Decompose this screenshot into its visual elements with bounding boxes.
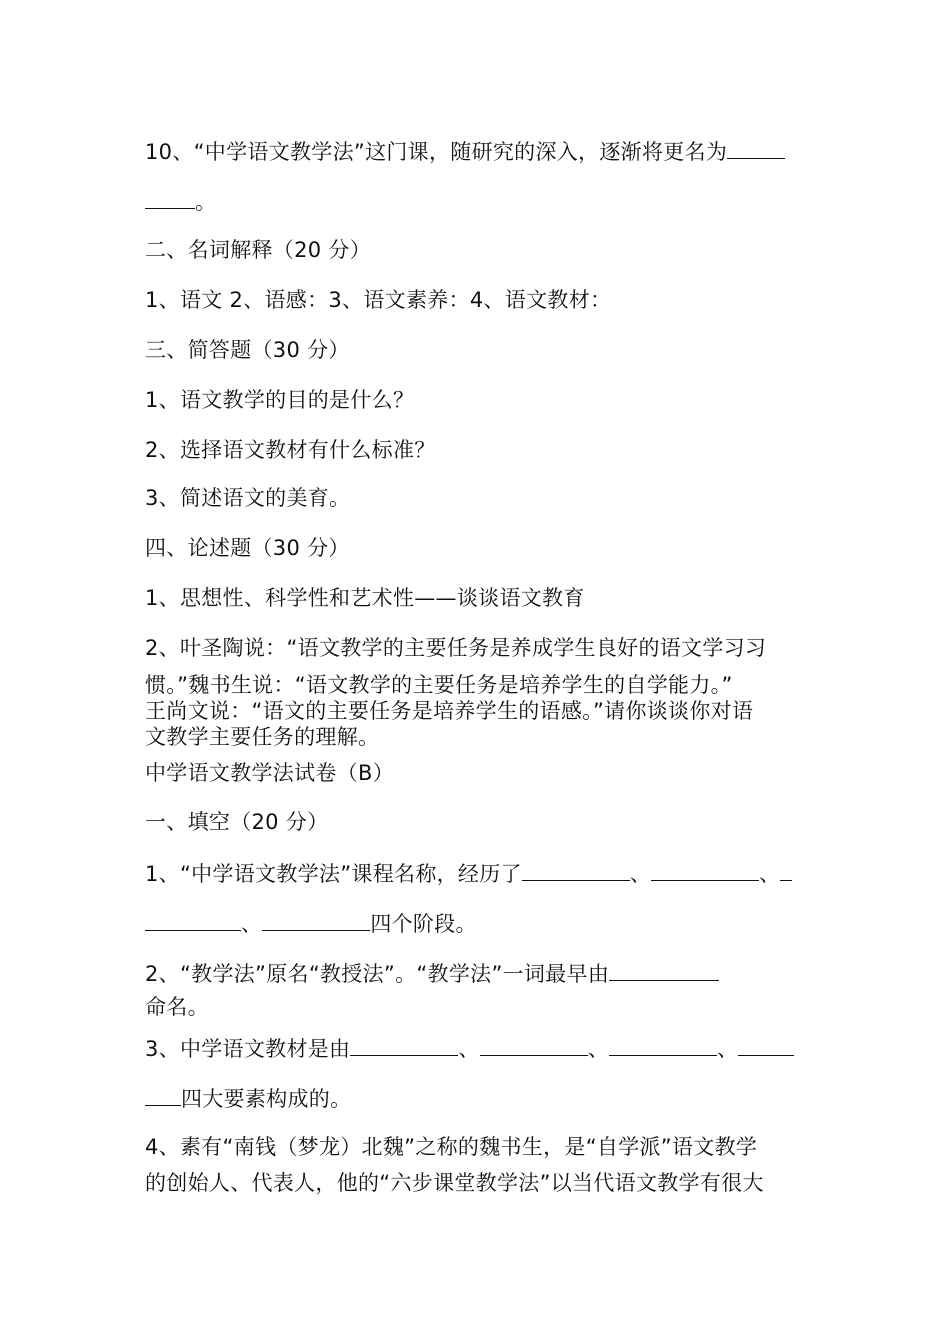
section-4-heading: 四、论述题（30 分）	[145, 536, 350, 560]
answer-blank	[350, 1033, 458, 1056]
section-3-heading: 三、简答题（30 分）	[145, 338, 350, 362]
answer-blank	[262, 908, 370, 931]
answer-blank	[480, 1033, 588, 1056]
paper-b-question-4-line-2: 的创始人、代表人，他的“六步课堂教学法”以当代语文教学有很大	[145, 1171, 764, 1195]
paper-b-question-3-end: 四大要素构成的。	[181, 1087, 352, 1111]
section-4-question-2-line-4: 文教学主要任务的理解。	[145, 725, 380, 749]
question-10-text: 10、“中学语文教学法”这门课，随研究的深入，逐渐将更名为	[145, 140, 728, 164]
answer-blank	[522, 858, 630, 881]
separator: 、	[587, 1037, 609, 1061]
answer-blank	[145, 908, 241, 931]
question-10-line-2	[145, 186, 216, 216]
answer-blank	[780, 858, 792, 881]
section-4-question-1: 1、思想性、科学性和艺术性——谈谈语文教育	[145, 586, 585, 610]
section-4-question-2-line-3: 王尚文说：“语文的主要任务是培养学生的语感。”请你谈谈你对语	[145, 699, 754, 723]
answer-blank	[738, 1033, 794, 1056]
paper-b-question-1-line-2	[145, 908, 477, 938]
answer-blank	[145, 1083, 181, 1106]
paper-b-question-3-line-1	[145, 1033, 794, 1063]
paper-b-question-1-end: 四个阶段。	[370, 912, 477, 936]
paper-b-title: 中学语文教学法试卷（B）	[145, 761, 395, 785]
section-4-question-2-line-2: 惯。”魏书生说：“语文教学的主要任务是培养学生的自学能力。”	[145, 673, 733, 697]
separator: 、	[759, 862, 781, 886]
section-4-question-2-line-1: 2、叶圣陶说：“语文教学的主要任务是养成学生良好的语文学习习	[145, 636, 767, 660]
paper-b-section-1-heading: 一、填空（20 分）	[145, 810, 329, 834]
section-3-question-3: 3、简述语文的美育。	[145, 486, 351, 510]
section-2-heading: 二、名词解释（20 分）	[145, 238, 371, 262]
section-3-question-2: 2、选择语文教材有什么标准？	[145, 438, 436, 462]
paper-b-question-3-line-2	[145, 1083, 351, 1113]
separator: 、	[629, 862, 652, 886]
section-3-question-1: 1、语文教学的目的是什么？	[145, 388, 415, 412]
section-2-terms: 1、语文 2、语感：3、语文素养：4、语文教材：	[145, 288, 612, 312]
separator: 、	[717, 1037, 739, 1061]
paper-b-question-4-line-1: 4、素有“南钱（梦龙）北魏”之称的魏书生，是“自学派”语文教学	[145, 1135, 758, 1159]
answer-blank	[609, 958, 719, 981]
question-10-line-1	[145, 136, 785, 166]
answer-blank	[651, 858, 759, 881]
separator: 、	[241, 912, 263, 936]
paper-b-question-2-line-2: 命名。	[145, 995, 209, 1019]
paper-b-question-1-text: 1、“中学语文教学法”课程名称，经历了	[145, 862, 522, 886]
answer-blank	[145, 186, 195, 209]
answer-blank	[727, 136, 785, 159]
paper-b-question-2-line-1	[145, 958, 719, 988]
paper-b-question-1-line-1	[145, 858, 792, 888]
question-10-end: 。	[195, 190, 217, 214]
paper-b-question-2-text: 2、“教学法”原名“教授法”。“教学法”一词最早由	[145, 962, 610, 986]
separator: 、	[458, 1037, 480, 1061]
answer-blank	[609, 1033, 717, 1056]
paper-b-question-3-text: 3、中学语文教材是由	[145, 1037, 351, 1061]
